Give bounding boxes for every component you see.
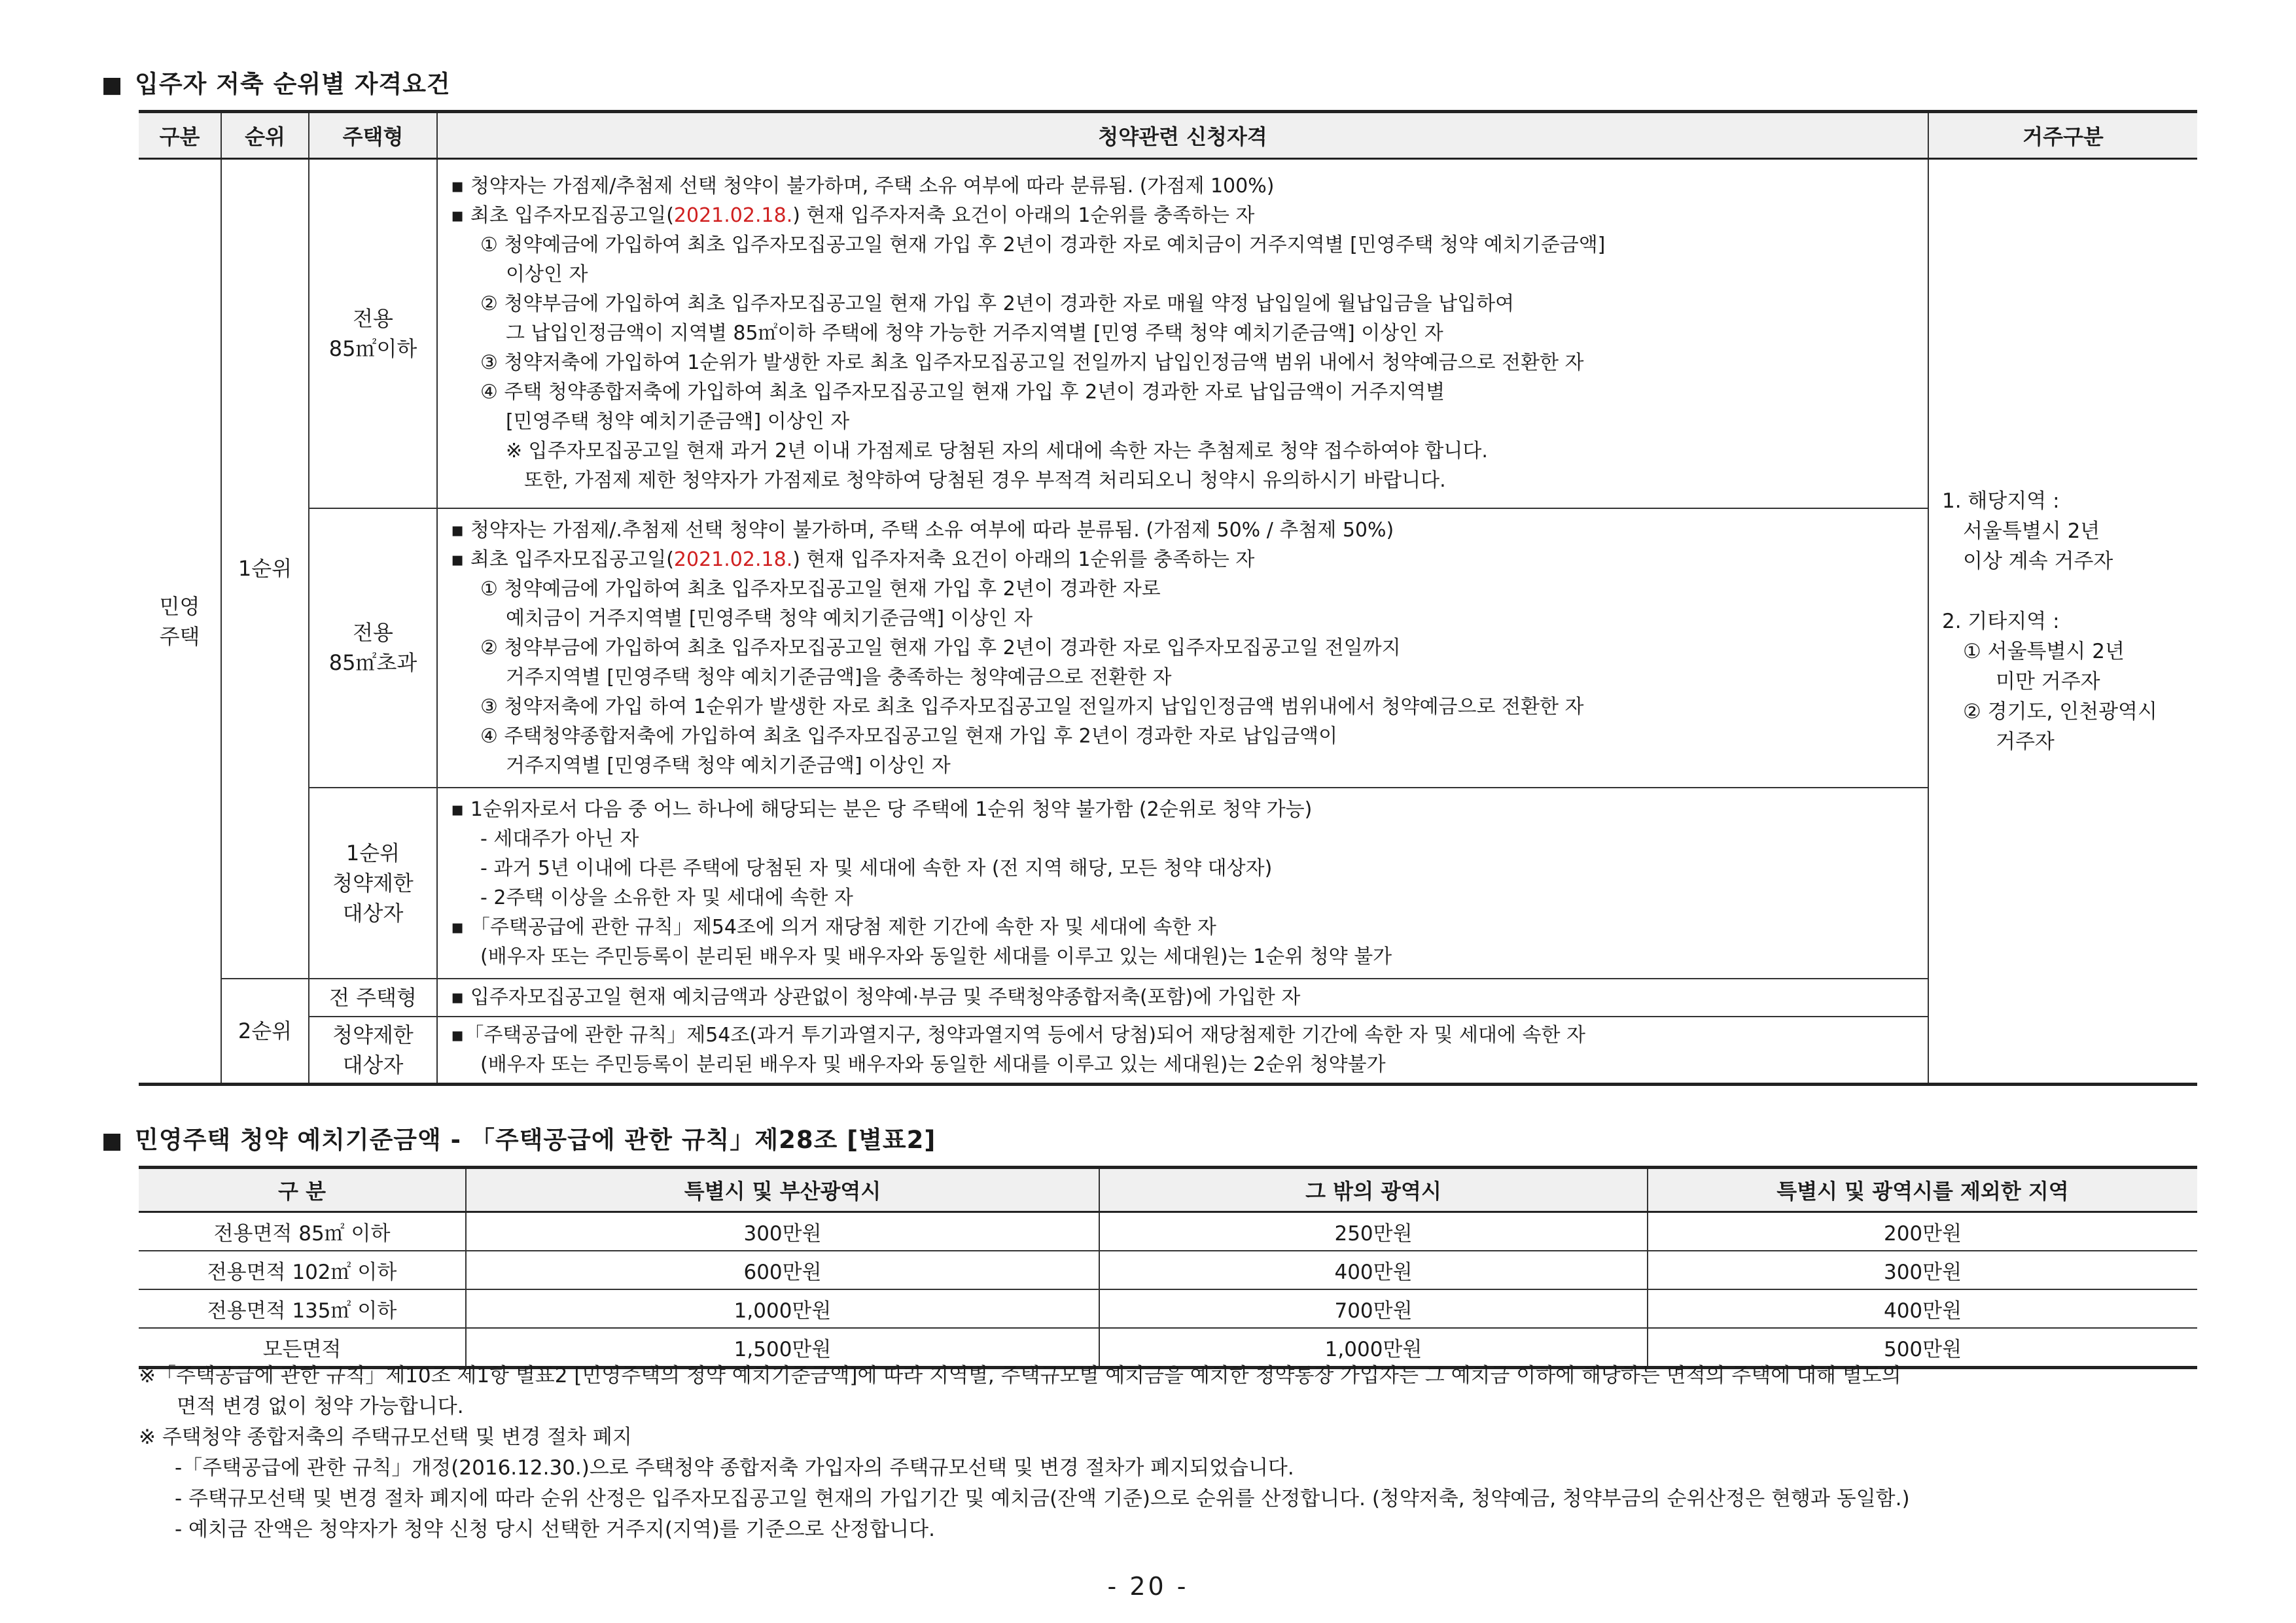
table-cell: 1,000만원: [466, 1289, 1099, 1328]
type-cell-all: 전 주택형: [309, 979, 437, 1017]
table-cell: 1,000만원: [1099, 1328, 1648, 1368]
text-line: ▪ 최초 입주자모집공고일(2021.02.18.) 현재 입주자저축 요건이 아래의 1순위를 충족하는 자: [451, 204, 1255, 228]
rank2-cell: 2순위: [221, 979, 309, 1085]
text-line: ▪ 1순위자로서 다음 중 어느 하나에 해당되는 분은 당 주택에 1순위 청약 불가함 (2순위로 청약 가능): [451, 797, 1313, 821]
header-other-metro: 그 밖의 광역시: [1099, 1168, 1648, 1212]
text-line: 예치금이 거주지역별 [민영주택 청약 예치기준금액] 이상인 자: [506, 606, 1033, 630]
announcement-date: 2021.02.18.: [673, 548, 793, 571]
type-cell-85-over: 전용 85㎡초과: [309, 508, 437, 788]
text-line: 또한, 가점제 제한 청약자가 가점제로 청약하여 당첨된 경우 부적격 처리되오니 청약시 유의하시기 바랍니다.: [524, 469, 1446, 493]
category-cell: 민영 주택: [139, 159, 221, 1085]
qualification-85-over: [437, 508, 1928, 788]
page-number: - 20 -: [1107, 1572, 1189, 1601]
residence-cell: 1. 해당지역 : 서울특별시 2년 이상 계속 거주자 2. 기타지역 : ① 서울특별시 2년 미만 거주자 ② 경기도, 인천광역시 거주자: [1928, 159, 2197, 1085]
qualification-85-under: [437, 159, 1928, 508]
text-line: (배우자 또는 주민등록이 분리된 배우자 및 배우자와 동일한 세대를 이루고 있는 세대원)는 1순위 청약 불가: [480, 945, 1392, 968]
table-cell: 전용면적 102㎡ 이하: [139, 1251, 466, 1289]
text-line: ▪ 최초 입주자모집공고일(2021.02.18.) 현재 입주자저축 요건이 아래의 1순위를 충족하는 자: [451, 548, 1255, 571]
text-line: ② 청약부금에 가입하여 최초 입주자모집공고일 현재 가입 후 2년이 경과한 자로 매월 약정 납입일에 월납입금을 납입하여: [480, 292, 1515, 316]
rank1-cell: 1순위: [221, 159, 309, 979]
text-line: ① 청약예금에 가입하여 최초 입주자모집공고일 현재 가입 후 2년이 경과한 자로 예치금이 거주지역별 [민영주택 청약 예치기준금액]: [480, 234, 1606, 257]
text-line: 거주지역별 [민영주택 청약 예치기준금액]을 충족하는 청약예금으로 전환한 자: [506, 665, 1172, 689]
table-cell: 모든면적: [139, 1328, 466, 1368]
text-line: - 세대주가 아닌 자: [480, 827, 639, 850]
deposit-table: [139, 1166, 2197, 1369]
text-line: 거주지역별 [민영주택 청약 예치기준금액] 이상인 자: [506, 754, 951, 777]
text-line: ① 청약예금에 가입하여 최초 입주자모집공고일 현재 가입 후 2년이 경과한 자로: [480, 577, 1161, 601]
table-cell: 200만원: [1648, 1212, 2197, 1251]
text-line: ④ 주택청약종합저축에 가입하여 최초 입주자모집공고일 현재 가입 후 2년이 경과한 자로 납입금액이: [480, 724, 1338, 748]
text-line: [민영주택 청약 예치기준금액] 이상인 자: [506, 410, 850, 434]
table-row: [139, 979, 2197, 1017]
footnote: - 예치금 잔액은 청약자가 청약 신청 당시 선택한 거주지(지역)를 기준으로 산정합니다.: [175, 1518, 935, 1541]
eligibility-table: [139, 110, 2197, 1086]
type-cell-restricted: 1순위 청약제한 대상자: [309, 788, 437, 979]
square-bullet-icon: ■: [101, 72, 124, 98]
table-row: [139, 159, 2197, 508]
text-line: ※ 입주자모집공고일 현재 과거 2년 이내 가점제로 당첨된 자의 세대에 속한 자는 추첨제로 청약 접수하여야 합니다.: [506, 440, 1488, 463]
header-area: 구 분: [139, 1168, 466, 1212]
table-cell: 400만원: [1099, 1251, 1648, 1289]
text-line: - 2주택 이상을 소유한 자 및 세대에 속한 자: [480, 886, 853, 909]
table-row: [139, 1212, 2197, 1251]
footnote: ※「주택공급에 관한 규칙」제10조 제1항 별표2 [민영주택의 청약 예치기준금액]에 따라 지역별, 주택규모별 예치금을 예치한 청약통장 가입자는 그 예치금 이하에 해당하는 면적의 주택에 대해 별도의: [139, 1364, 1901, 1387]
qualification-restricted: [437, 788, 1928, 979]
text-line: 그 납입인정금액이 지역별 85㎡이하 주택에 청약 가능한 거주지역별 [민영 주택 청약 예치기준금액] 이상인 자: [506, 322, 1443, 345]
section2-title: ■ 민영주택 청약 예치기준금액 - 「주택공급에 관한 규칙」제28조 [별표2]: [101, 1126, 936, 1154]
table-cell: 1,500만원: [466, 1328, 1099, 1368]
table-row: [139, 508, 2197, 788]
text-line: ▪ 청약자는 가점제/.추첨제 선택 청약이 불가하며, 주택 소유 여부에 따라 분류됨. (가점제 50% / 추첨제 50%): [451, 518, 1394, 542]
table-cell: 600만원: [466, 1251, 1099, 1289]
table-cell: 500만원: [1648, 1328, 2197, 1368]
header-housing-type: 주택형: [309, 112, 437, 159]
text-line: 이상인 자: [506, 263, 588, 287]
footnote: ※ 주택청약 종합저축의 주택규모선택 및 변경 절차 폐지: [139, 1425, 632, 1449]
text-line: ③ 청약저축에 가입 하여 1순위가 발생한 자로 최초 입주자모집공고일 전일까지 납입인정금액 범위내에서 청약예금으로 전환한 자: [480, 695, 1584, 718]
table-cell: 전용면적 135㎡ 이하: [139, 1289, 466, 1328]
text-line: ▪ 입주자모집공고일 현재 예치금액과 상관없이 청약예·부금 및 주택청약종합저축(포함)에 가입한 자: [451, 986, 1301, 1009]
header-seoul-busan: 특별시 및 부산광역시: [466, 1168, 1099, 1212]
table-cell: 250만원: [1099, 1212, 1648, 1251]
header-other-regions: 특별시 및 광역시를 제외한 지역: [1648, 1168, 2197, 1212]
table-cell: 300만원: [466, 1212, 1099, 1251]
header-category: 구분: [139, 112, 221, 159]
footnote: 면적 변경 없이 청약 가능합니다.: [177, 1395, 464, 1418]
text-line: ② 청약부금에 가입하여 최초 입주자모집공고일 현재 가입 후 2년이 경과한 자로 입주자모집공고일 전일까지: [480, 636, 1401, 659]
header-rank: 순위: [221, 112, 309, 159]
table-row: [139, 1251, 2197, 1289]
text-line: ③ 청약저축에 가입하여 1순위가 발생한 자로 최초 입주자모집공고일 전일까지 납입인정금액 범위 내에서 청약예금으로 전환한 자: [480, 351, 1584, 375]
table-cell: 400만원: [1648, 1289, 2197, 1328]
table-row: [139, 788, 2197, 979]
header-qualification: 청약관련 신청자격: [437, 112, 1928, 159]
text-line: - 과거 5년 이내에 다른 주택에 당첨된 자 및 세대에 속한 자 (전 지역 해당, 모든 청약 대상자): [480, 856, 1273, 880]
type-cell-85-under: 전용 85㎡이하: [309, 159, 437, 508]
header-residence: 거주구분: [1928, 112, 2197, 159]
text-line: ④ 주택 청약종합저축에 가입하여 최초 입주자모집공고일 현재 가입 후 2년이 경과한 자로 납입금액이 거주지역별: [480, 381, 1445, 404]
qualification-rank2-all: [437, 979, 1928, 1017]
footnote: - 주택규모선택 및 변경 절차 폐지에 따라 순위 산정은 입주자모집공고일 현재의 가입기간 및 예치금(잔액 기준)으로 순위를 산정합니다. (청약저축, 청약예금, 청약부금의 순위산정은 현행과 동일함.): [175, 1487, 1910, 1510]
table-cell: 전용면적 85㎡ 이하: [139, 1212, 466, 1251]
footnotes: [139, 1361, 2233, 1545]
section1-title: ■ 입주자 저축 순위별 자격요건: [101, 70, 451, 98]
text-line: ▪「주택공급에 관한 규칙」제54조(과거 투기과열지구, 청약과열지역 등에서 당첨)되어 재당첨제한 기간에 속한 자 및 세대에 속한 자: [451, 1023, 1585, 1047]
type-cell-rank2-restricted: 청약제한 대상자: [309, 1017, 437, 1085]
table-row: [139, 1289, 2197, 1328]
table-header-row: [139, 1168, 2197, 1212]
square-bullet-icon: ■: [101, 1128, 124, 1154]
table-cell: 700만원: [1099, 1289, 1648, 1328]
text-line: ▪ 「주택공급에 관한 규칙」제54조에 의거 재당첨 제한 기간에 속한 자 및 세대에 속한 자: [451, 915, 1216, 939]
qualification-rank2-restricted: [437, 1017, 1928, 1085]
table-cell: 300만원: [1648, 1251, 2197, 1289]
text-line: (배우자 또는 주민등록이 분리된 배우자 및 배우자와 동일한 세대를 이루고 있는 세대원)는 2순위 청약불가: [480, 1053, 1386, 1076]
table-row: [139, 1017, 2197, 1085]
text-line: ▪ 청약자는 가점제/추첨제 선택 청약이 불가하며, 주택 소유 여부에 따라 분류됨. (가점제 100%): [451, 175, 1275, 198]
table-header-row: [139, 112, 2197, 159]
announcement-date: 2021.02.18.: [673, 204, 793, 228]
footnote: -「주택공급에 관한 규칙」개정(2016.12.30.)으로 주택청약 종합저축 가입자의 주택규모선택 및 변경 절차가 폐지되었습니다.: [175, 1456, 1294, 1480]
